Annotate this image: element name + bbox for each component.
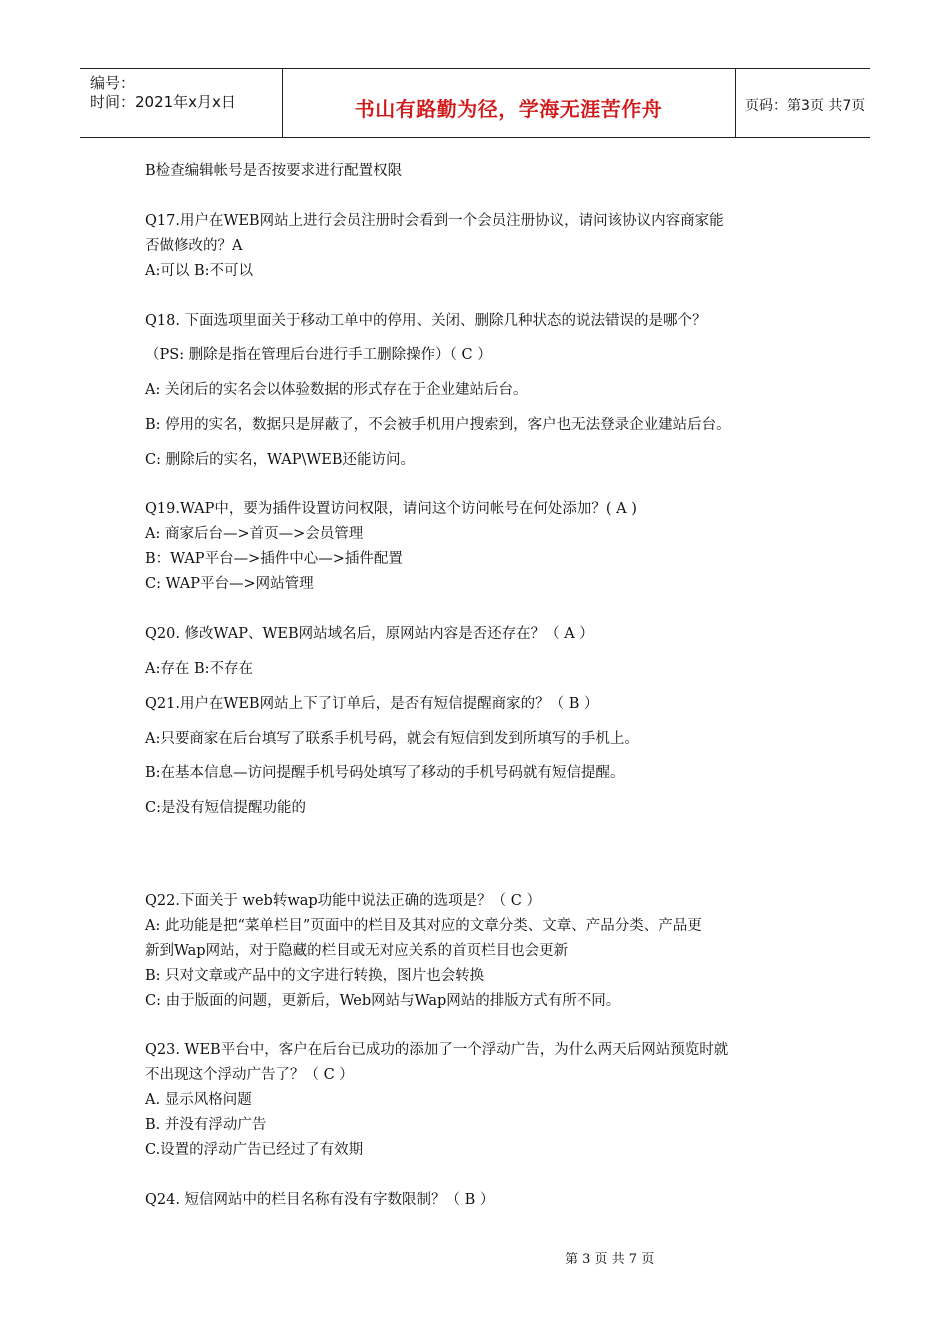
answer-line: A: 商家后台—>首页—>会员管理: [145, 526, 364, 542]
answer-line: B: 只对文章或产品中的文字进行转换，图片也会转换: [145, 968, 485, 984]
text-line: 否做修改的？A: [145, 238, 243, 254]
answer-line: C: 删除后的实名，WAP\WEB还能访问。: [145, 452, 416, 468]
question-line: Q24. 短信网站中的栏目名称有没有字数限制？（ B ）: [145, 1192, 495, 1208]
answer-line: A: 此功能是把“菜单栏目”页面中的栏目及其对应的文章分类、文章、产品分类、产品更: [145, 918, 702, 934]
question-line: Q21.用户在WEB网站上下了订单后，是否有短信提醒商家的？（ B ）: [145, 696, 599, 712]
question-line: Q18. 下面选项里面关于移动工单中的停用、关闭、删除几种状态的说法错误的是哪个？: [145, 313, 707, 329]
header-motto-cell: [282, 69, 736, 137]
answer-line: A:可以 B:不可以: [145, 263, 254, 279]
question-line: Q23. WEB平台中，客户在后台已成功的添加了一个浮动广告，为什么两天后网站预览时就: [145, 1042, 729, 1058]
answer-line: A:只要商家在后台填写了联系手机号码，就会有短信到发到所填写的手机上。: [145, 731, 639, 747]
question-line: Q22.下面关于 web转wap功能中说法正确的选项是？（ C ）: [145, 893, 541, 909]
header-page-cell: [735, 69, 870, 137]
header-motto: 书山有路勤为径，学海无涯苦作舟: [354, 97, 663, 121]
page-header: [80, 68, 870, 138]
answer-line: B:在基本信息—访问提醒手机号码处填写了移动的手机号码就有短信提醒。: [145, 765, 625, 781]
answer-line: A. 显示风格问题: [145, 1092, 252, 1108]
answer-line: A:存在 B:不存在: [145, 661, 254, 677]
answer-line: C.设置的浮动广告已经过了有效期: [145, 1142, 364, 1158]
text-line: B检查编辑帐号是否按要求进行配置权限: [145, 163, 403, 179]
question-line: Q19.WAP中，要为插件设置访问权限，请问这个访问帐号在何处添加？( A ): [145, 501, 637, 517]
page-footer: 第 3 页 共 7 页: [565, 1252, 655, 1267]
answer-line: B：WAP平台—>插件中心—>插件配置: [145, 551, 403, 567]
header-page-label: 页码：第3页 共7页: [745, 98, 866, 114]
text-line: 新到Wap网站，对于隐藏的栏目或无对应关系的首页栏目也会更新: [145, 943, 569, 959]
header-info-cell: [80, 69, 283, 137]
answer-line: A: 关闭后的实名会以体验数据的形式存在于企业建站后台。: [145, 382, 528, 398]
question-line: Q17.用户在WEB网站上进行会员注册时会看到一个会员注册协议，请问该协议内容商家能: [145, 213, 724, 229]
answer-line: C:是没有短信提醒功能的: [145, 800, 306, 816]
answer-line: C: 由于版面的问题，更新后，Web网站与Wap网站的排版方式有所不同。: [145, 993, 621, 1009]
header-number-label: 编号：: [90, 74, 136, 92]
answer-line: B. 并没有浮动广告: [145, 1117, 267, 1133]
answer-line: C: WAP平台—>网站管理: [145, 576, 314, 592]
answer-line: B: 停用的实名，数据只是屏蔽了，不会被手机用户搜索到，客户也无法登录企业建站后台。: [145, 417, 731, 433]
question-line: Q20. 修改WAP、WEB网站域名后，原网站内容是否还存在？（ A ）: [145, 626, 594, 642]
header-time-label: 时间：2021年x月x日: [90, 93, 236, 111]
text-line: （PS: 删除是指在管理后台进行手工删除操作）（ C ）: [145, 347, 492, 363]
text-line: 不出现这个浮动广告了？（ C ）: [145, 1067, 354, 1083]
